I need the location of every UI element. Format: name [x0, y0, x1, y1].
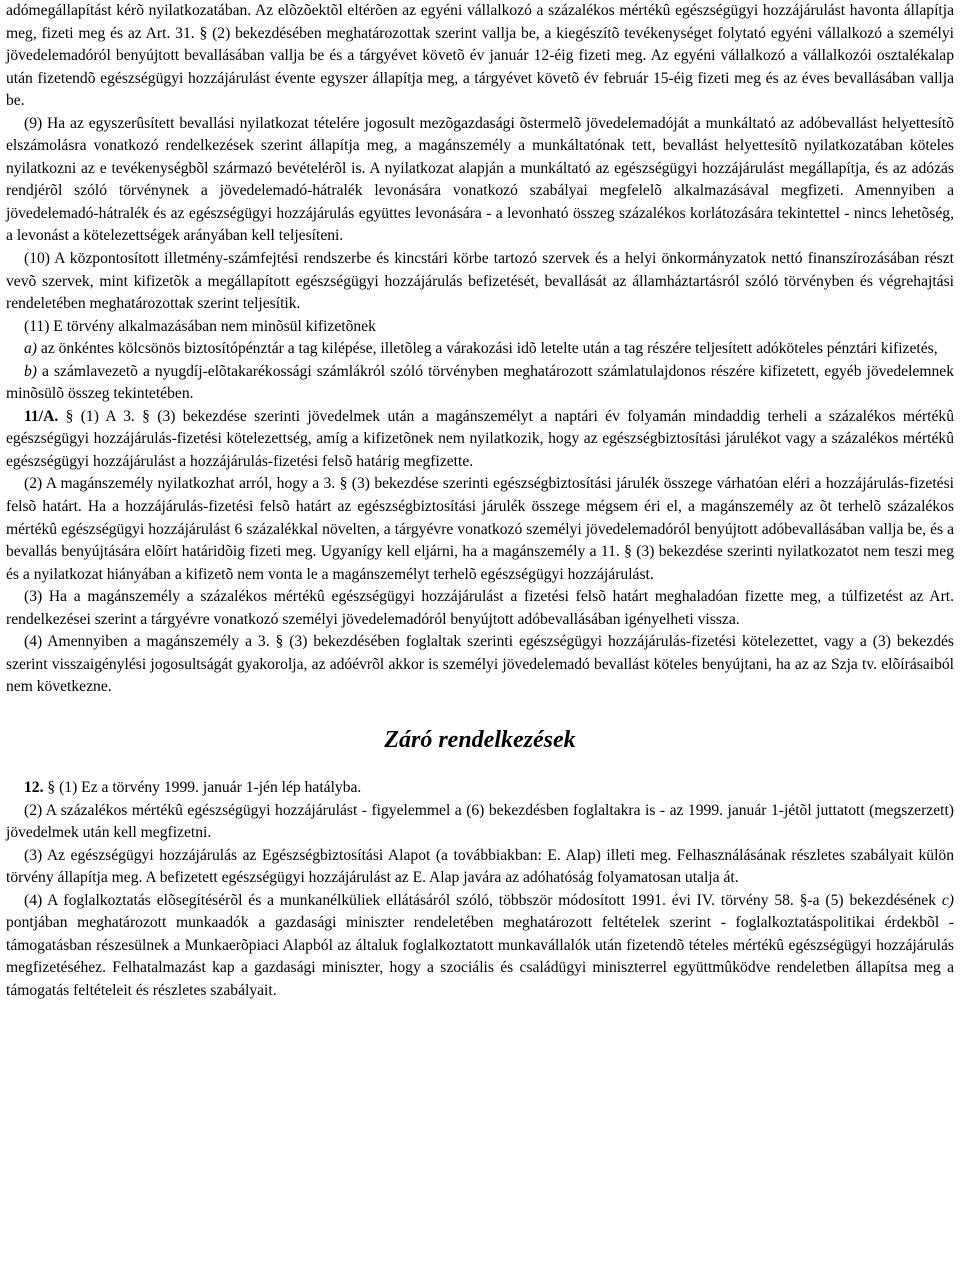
document-page — [6, 0, 954, 1002]
section-12-4-post: pontjában meghatározott munkaadók a gazdasági miniszter rendeletében meghatározott feltételek szerint - foglalkoztatáspolitikai érdekbõl - támogatásban részesülnek a Munkaerõpiaci Alapból az általuk foglalkoztatott munkavállalók után fizetendõ tételes mértékû egészségügyi hozzájárulás megfizetéséhez. Felhatalmazást kap a gazdasági miniszter, hogy a szociális és családügyi miniszterrel együttmûködve rendeletben állapítsa meg a támogatás feltételeit és részletes szabályait. — [6, 914, 954, 999]
item-label-a: a) — [24, 340, 37, 358]
paragraph-11: (11) E törvény alkalmazásában nem minõsül kifizetõnek — [24, 317, 376, 335]
section-11a-2: (2) A magánszemély nyilatkozhat arról, hogy a 3. § (3) bekezdése szerinti egészségbiztosítási járulék összege várhatóan eléri a hozzájárulás-fizetési felsõ határt. Ha a hozzájárulás-fizetési felsõ határt az egészségbiztosítási járulék összege mégsem éri el, a magánszemély az õt terhelõ százalékos mértékû egészségügyi hozzájárulást 6 százalékkal növelten, a tárgyévre vonatkozó személyi jövedelemadóról benyújtott adóbevallásában vallja be, és a bevallás benyújtására elõírt határidõig fizeti meg. Ugyanígy kell eljárni, ha a magánszemély a 11. § (3) bekezdése szerinti nyilatkozatot nem teszi meg és a nyilatkozat hiányában a kifizetõ nem vonta le a magánszemélyt terhelõ egészségügyi hozzájárulást. — [6, 475, 954, 583]
paragraph-9: (9) Ha az egyszerûsített bevallási nyilatkozat tételére jogosult mezõgazdasági õstermelõ jövedelemadóját a munkáltató az adóbevallást helyettesítõ elszámolásra vonatkozó rendelkezések szerint állapítja meg, a magánszemély a munkáltatónak tett, bevallást helyettesítõ nyilatkozatában köteles nyilatkozni az e tevékenységbõl származó bevételérõl is. A nyilatkozat alapján a munkáltató az egészségügyi hozzájárulást megállapítja, és az adózás rendjérõl szóló törvénynek a jövedelemadó-hátralék levonására vonatkozó szabályai megfelelõ alkalmazásával megfizeti. Amennyiben a jövedelemadó-hátralék és az egészségügyi hozzájárulás együttes levonására - a levonható összeg százalékos korlátozására tekintettel - nincs lehetõség, a levonást a kötelezettségek arányában kell teljesíteni. — [6, 114, 954, 245]
item-text-b: a számlavezetõ a nyugdíj-elõtakarékossági számlákról szóló törvényben meghatározott számlatulajdonos részére kifizetett, egyéb jövedelemnek minõsülõ összeg tekintetében. — [6, 362, 954, 403]
section-number-12: 12. — [24, 778, 44, 796]
paragraph-top: adómegállapítást kérõ nyilatkozatában. Az elõzõektõl eltérõen az egyéni vállalkozó a százalékos mértékû egészségügyi hozzájárulást havonta állapítja meg, fizeti meg és az Art. 31. § (2) bekezdésében meghatározottak szerint vallja be, a kiegészítõ tevékenységet folytató egyéni vállalkozó a személyi jövedelemadóról benyújtott bevallásában vallja be és a tárgyévet követõ év január 12-éig fizeti meg. Az egyéni vállalkozó a vállalkozói osztalékalap után fizetendõ egészségügyi hozzájárulást évente egyszer állapítja meg, a tárgyévet követõ év február 15-éig fizeti meg és az éves bevallásában vallja be. — [6, 2, 954, 110]
section-12-3: (3) Az egészségügyi hozzájárulás az Egészségbiztosítási Alapot (a továbbiakban: E. Alap) illeti meg. Felhasználásának részletes szabályait külön törvény állapítja meg. A befizetett egészségügyi hozzájárulást az E. Alap javára az adóhatóság folyamatosan utalja át. — [6, 846, 954, 887]
heading-spacer-bottom — [6, 755, 954, 777]
section-heading: Záró rendelkezések — [384, 726, 576, 753]
paragraph-11-a — [6, 338, 954, 361]
section-12-2: (2) A százalékos mértékû egészségügyi hozzájárulást - figyelemmel a (6) bekezdésben foglaltakra is - az 1999. január 1-jétõl juttatott (megszerzett) jövedelmek után kell megfizetni. — [6, 801, 954, 842]
section-11a-1 — [6, 406, 954, 474]
section-12-1 — [6, 777, 954, 800]
section-12-4-pre: (4) A foglalkoztatás elõsegítésérõl és a munkanélküliek ellátásáról szóló, többször módosított 1991. évi IV. törvény 58. §-a (5) bekezdésének — [24, 891, 942, 909]
section-11a-1-text: § (1) A 3. § (3) bekezdése szerinti jövedelmek után a magánszemélyt a naptári év folyamán mindaddig terheli a százalékos mértékû egészségügyi hozzájárulás-fizetési kötelezettség, amíg a kifizetõnek nem nyilatkozik, hogy az egészségbiztosítási járulékot vagy a százalékos mértékû egészségügyi hozzájárulást a hozzájárulás-fizetési felsõ határig megfizette. — [6, 407, 954, 470]
paragraph-11-b — [6, 361, 954, 406]
section-number-11a: 11/A. — [24, 407, 59, 425]
section-11a-3: (3) Ha a magánszemély a százalékos mértékû egészségügyi hozzájárulást a fizetési felsõ határt meghaladóan fizette meg, a túlfizetést az Art. rendelkezései szerint a tárgyévre vonatkozó személyi jövedelemadóról benyújtott adóbevallásában igényelheti vissza. — [6, 588, 954, 628]
heading-spacer-top — [6, 699, 954, 725]
paragraph-10: (10) A központosított illetmény-számfejtési rendszerbe és kincstári körbe tartozó szervek és a helyi önkormányzatok nettó finanszírozásában részt vevõ szervek, mint kifizetõk a megállapított egészségügyi hozzájárulás befizetését, bevallását az államháztartásról szóló törvényben és végrehajtási rendeletében meghatározottak szerint teljesítik. — [6, 250, 954, 313]
section-12-1-text: § (1) Ez a törvény 1999. január 1-jén lép hatályba. — [43, 778, 362, 796]
item-label-c: c) — [941, 891, 954, 909]
item-label-b: b) — [24, 362, 37, 380]
section-12-4 — [6, 890, 954, 1003]
section-11a-4: (4) Amennyiben a magánszemély a 3. § (3) bekezdésében foglaltak szerinti egészségügyi hozzájárulás-fizetési kötelezettet, vagy a (3) bekezdés szerint visszaigénylési jogosultságát gyakorolja, az adóévrõl akkor is személyi jövedelemadó bevallást köteles benyújtani, ha az az Szja tv. elõírásaiból nem következne. — [6, 633, 954, 696]
item-text-a: az önkéntes kölcsönös biztosítópénztár a tag kilépése, illetõleg a várakozási idõ letelte után a tag részére teljesített adóköteles pénztári kifizetés, — [37, 340, 938, 358]
